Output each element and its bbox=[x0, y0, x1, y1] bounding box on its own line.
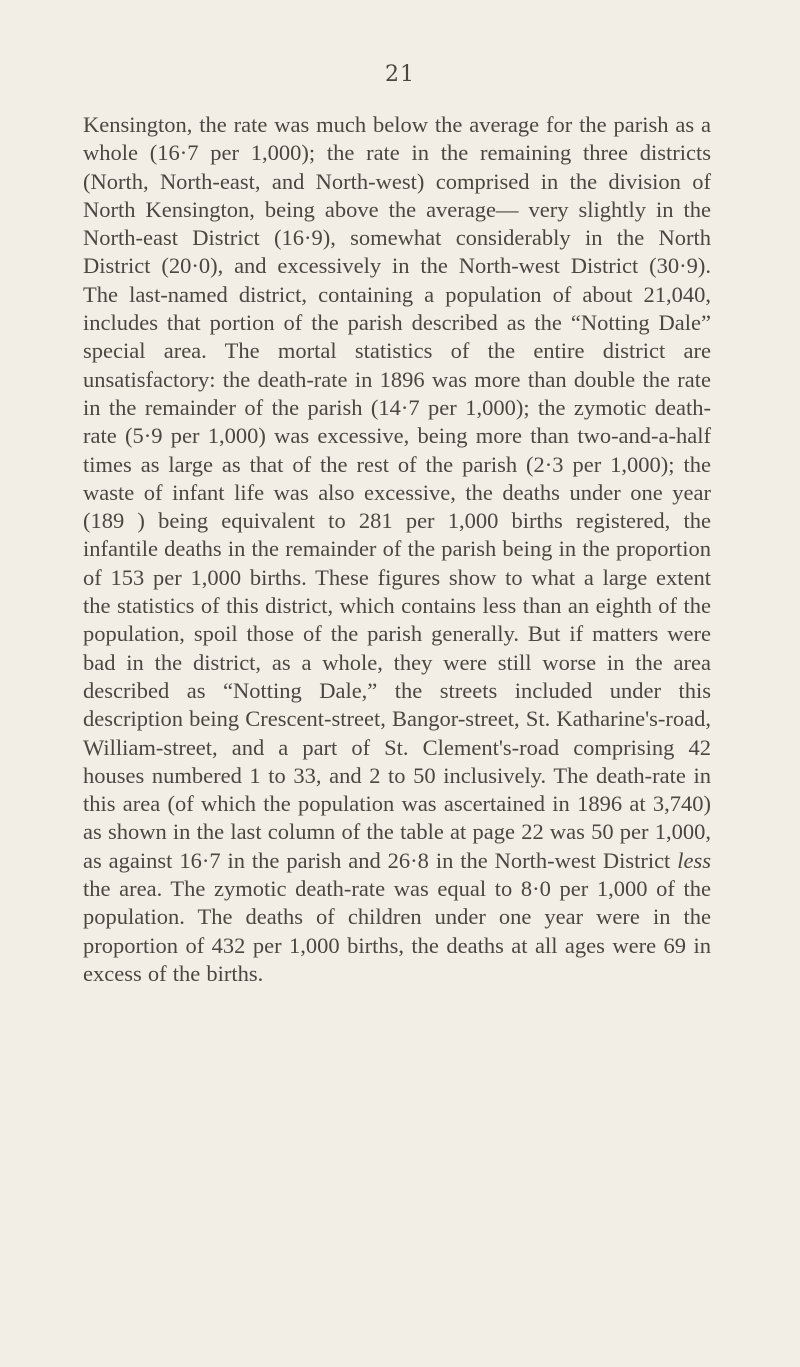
page-number: 21 bbox=[385, 62, 415, 87]
italic-word-less: less bbox=[677, 847, 711, 873]
body-paragraph bbox=[83, 111, 711, 988]
paragraph-text-part-1: Kensington, the rate was much below the average for the parish as a whole (16·7 per 1,000); the rate in the remaining three districts (North, North-east, and North-west) comprised in the division of North Kensington, being above the average— very slightly in the North-east District (16·9), somewhat considerably in the North District (20·0), and excessively in the North-west District (30·9). The last-named district, containing a population of about 21,040, includes that portion of the parish described as the “Notting Dale” special area. The mortal statistics of the entire district are unsatisfactory: the death-rate in 1896 was more than double the rate in the remainder of the parish (14·7 per 1,000); the zymotic death-rate (5·9 per 1,000) was excessive, being more than two-and-a-half times as large as that of the rest of the parish (2·3 per 1,000); the waste of infant life was also excessive, the deaths under one year (189 ) being equivalent to 281 per 1,000 births registered, the infantile deaths in the remainder of the parish being in the proportion of 153 per 1,000 births. These figures show to what a large extent the statistics of this district, which contains less than an eighth of the population, spoil those of the parish generally. But if matters were bad in the district, as a whole, they were still worse in the area described as “Notting Dale,” the streets included under this description being Crescent-street, Bangor-street, St. Katharine's-road, William-street, and a part of St. Clement's-road comprising 42 houses numbered 1 to 33, and 2 to 50 inclusively. The death-rate in this area (of which the population was ascertained in 1896 at 3,740) as shown in the last column of the table at page 22 was 50 per 1,000, as against 16·7 in the parish and 26·8 in the North-west District bbox=[83, 112, 711, 873]
paragraph-text-part-2: the area. The zymotic death-rate was equal to 8·0 per 1,000 of the population. The deaths of children under one year were in the proportion of 432 per 1,000 births, the deaths at all ages were 69 in excess of the births. bbox=[83, 876, 711, 986]
